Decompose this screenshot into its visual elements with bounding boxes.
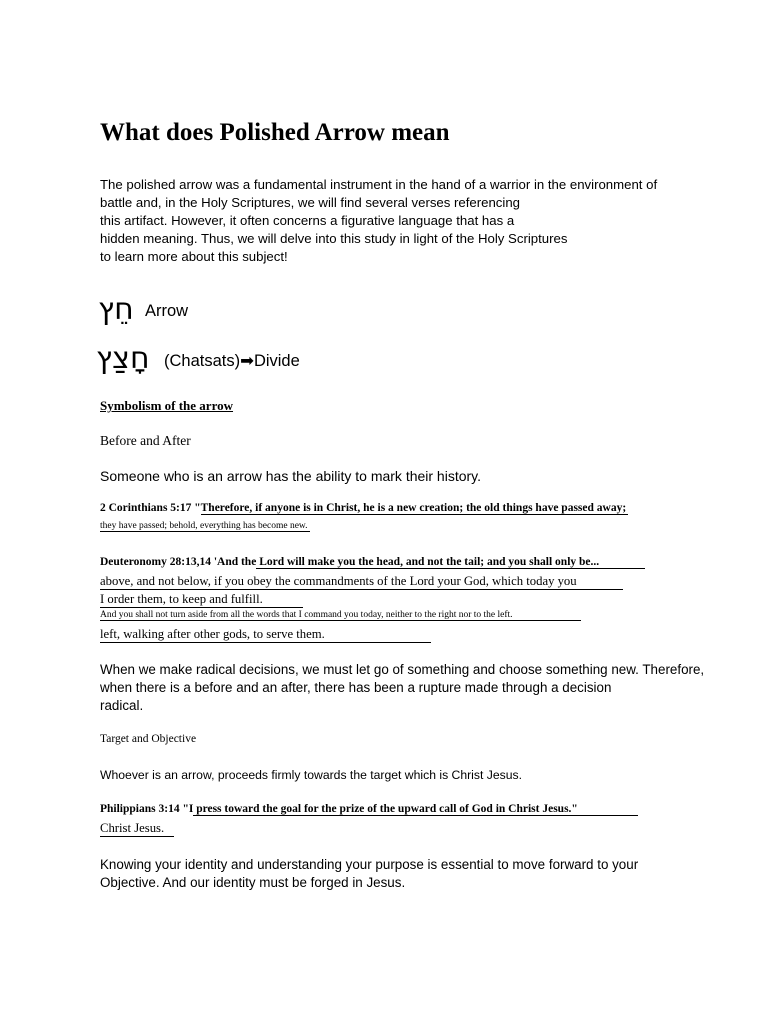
intro-line-3: this artifact. However, it often concerns a figurative language that has a: [100, 213, 515, 228]
paragraph-identity-line-1: Knowing your identity and understanding your purpose is essential to move forward to your: [100, 857, 639, 872]
intro-line-1: The polished arrow was a fundamental instrument in the hand of a warrior in the environment of: [100, 177, 658, 192]
section-heading: Symbolism of the arrow: [100, 398, 234, 413]
paragraph-radical-line-2: when there is a before and an after, there has been a rupture made through a decision: [100, 680, 612, 695]
verse-philippians-line-2: Christ Jesus.: [100, 821, 174, 837]
paragraph-radical-line-3: radical.: [100, 698, 144, 713]
right-arrow-icon: ➡: [240, 351, 254, 370]
verse-reference: 2 Corinthians 5:17 ": [100, 502, 201, 514]
paragraph-identity-line-2: Objective. And our identity must be forged in Jesus.: [100, 875, 406, 890]
page-title: What does Polished Arrow mean: [100, 119, 450, 146]
verse-philippians: [100, 803, 638, 815]
intro-line-5: to learn more about this subject!: [100, 249, 288, 264]
verse-text: Lord will make you the head, and not the tail; and you shall only be...: [256, 556, 645, 569]
hebrew-label-chatsats: [164, 351, 300, 371]
subheading-before-after: Before and After: [100, 433, 191, 448]
hebrew-label-arrow: Arrow: [145, 302, 189, 320]
paragraph-mark-history: Someone who is an arrow has the ability to mark their history.: [100, 468, 482, 484]
verse-2-corinthians-line-2: they have passed; behold, everything has become new.: [100, 521, 308, 531]
verse-deuteronomy-line-3: I order them, to keep and fulfill.: [100, 592, 303, 608]
subheading-target-objective: Target and Objective: [100, 733, 197, 745]
chatsats-transliteration: (Chatsats): [164, 352, 241, 370]
verse-deuteronomy-line-5: left, walking after other gods, to serve them.: [100, 627, 431, 643]
hebrew-word-chatsats: חָצַץ: [96, 341, 150, 376]
verse-text: Therefore, if anyone is in Christ, he is a new creation; the old things have passed away;: [200, 502, 627, 514]
verse-reference: Deuteronomy 28:13,14 'And the: [100, 556, 257, 568]
verse-deuteronomy-line-2: above, and not below, if you obey the commandments of the Lord your God, which today you: [100, 574, 623, 590]
intro-line-2: battle and, in the Holy Scriptures, we will find several verses referencing: [100, 195, 520, 210]
verse-deuteronomy-line-4: And you shall not turn aside from all the words that I command you today, neither to the right nor to the left.: [100, 610, 581, 621]
verse-reference: Philippians 3:14 "I: [100, 803, 194, 815]
hebrew-word-arrow: חֵץ: [98, 292, 134, 327]
verse-text: press toward the goal for the prize of the upward call of God in Christ Jesus.": [193, 803, 638, 816]
chatsats-meaning: Divide: [253, 352, 300, 370]
verse-deuteronomy: [100, 556, 645, 568]
paragraph-target: Whoever is an arrow, proceeds firmly towards the target which is Christ Jesus.: [100, 768, 522, 782]
verse-2-corinthians: [100, 502, 628, 514]
intro-line-4: hidden meaning. Thus, we will delve into this study in light of the Holy Scriptures: [100, 231, 568, 246]
paragraph-radical-line-1: When we make radical decisions, we must let go of something and choose something new. Therefore,: [100, 662, 705, 677]
